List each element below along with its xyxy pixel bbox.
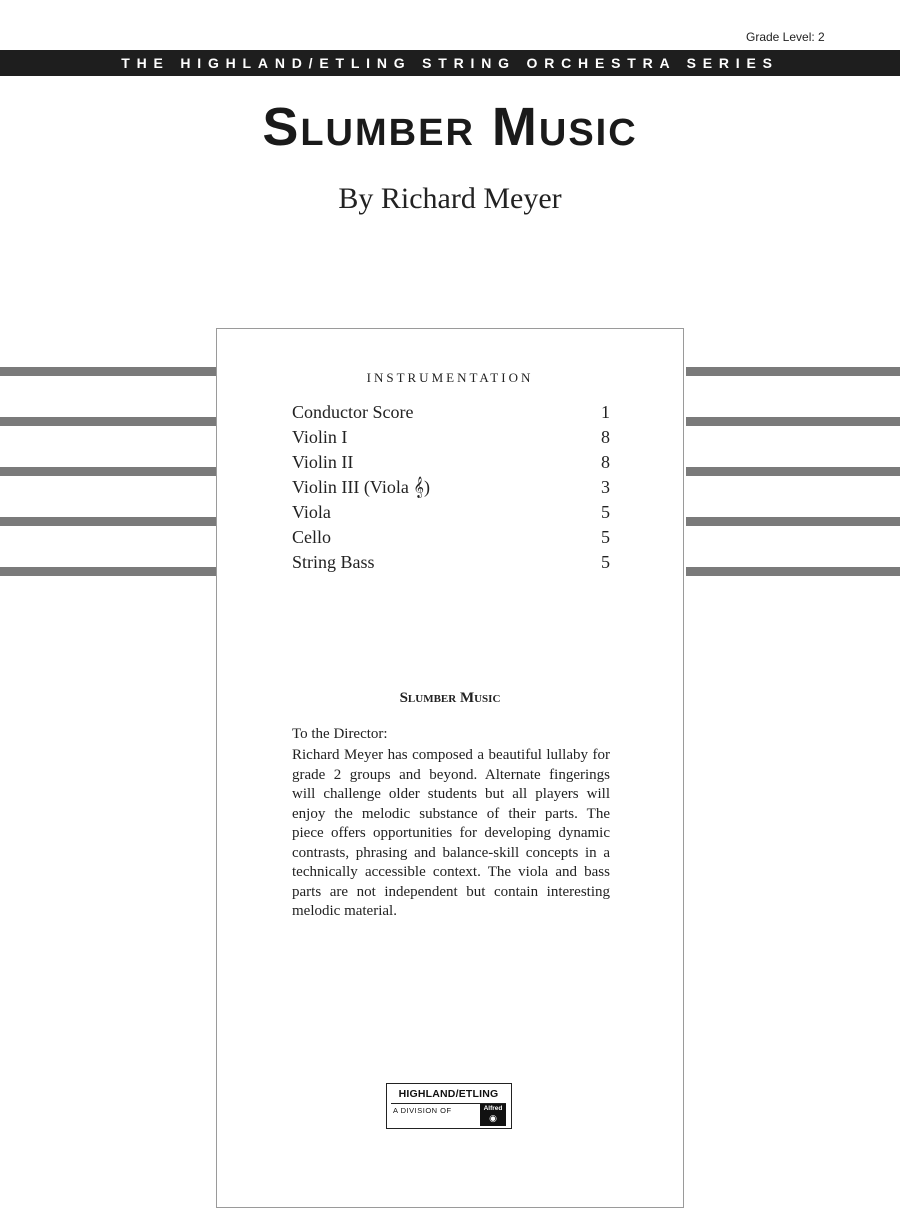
notes-line: melodic material. xyxy=(292,903,397,919)
instrumentation-list xyxy=(292,400,610,575)
alfred-wordmark: Alfred xyxy=(483,1105,503,1112)
notes-line: technically accessible context. The viola and bass xyxy=(292,864,610,880)
notes-line: piece offers opportunities for developing dynamic xyxy=(292,825,610,841)
notes-line: contrasts, phrasing and balance-skill concepts in a xyxy=(292,844,610,861)
instrument-name-text: Violin III (Viola xyxy=(292,477,414,497)
publisher-logo xyxy=(386,1083,512,1129)
instrument-row xyxy=(292,525,610,550)
instrument-count: 5 xyxy=(601,527,610,547)
notes-line: will challenge older students but all players will xyxy=(292,786,610,802)
instrument-count: 5 xyxy=(601,502,610,522)
grade-level: Grade Level: 2 xyxy=(746,30,825,44)
instrument-name: Violin I xyxy=(292,427,348,447)
instrument-name: String Bass xyxy=(292,552,375,572)
instrument-row xyxy=(292,475,610,500)
instrument-count: 1 xyxy=(601,402,610,422)
instrument-count: 8 xyxy=(601,452,610,472)
instrument-name: Violin II xyxy=(292,452,354,472)
instrument-row xyxy=(292,400,610,425)
page-title: Slumber Music xyxy=(262,97,638,157)
instrument-name-close: ) xyxy=(423,477,430,497)
instrument-count: 8 xyxy=(601,427,610,447)
alfred-logo-icon xyxy=(480,1104,506,1126)
staff-line-left-3 xyxy=(0,467,216,476)
staff-line-right-1 xyxy=(686,367,900,376)
notes-line: grade 2 groups and beyond. Alternate fingerings xyxy=(292,766,610,783)
staff-line-left-4 xyxy=(0,517,216,526)
instrument-name: Cello xyxy=(292,527,331,547)
composer-credit: By Richard Meyer xyxy=(338,182,562,215)
notes-line: parts are not independent but contain interesting xyxy=(292,883,610,900)
series-banner: THE HIGHLAND/ETLING STRING ORCHESTRA SERIES xyxy=(0,50,900,76)
notes-line: Richard Meyer has composed a beautiful lullaby for xyxy=(292,747,610,763)
notes-title: Slumber Music xyxy=(399,690,501,706)
instrument-row xyxy=(292,450,610,475)
staff-line-left-1 xyxy=(0,367,216,376)
publisher-division: A DIVISION OF xyxy=(393,1106,452,1115)
instrument-name: Conductor Score xyxy=(292,402,414,422)
notes-line: enjoy the melodic substance of their parts. The xyxy=(292,805,610,822)
instrument-row xyxy=(292,425,610,450)
instrument-count: 3 xyxy=(601,477,610,497)
notes-salutation: To the Director: xyxy=(292,726,388,742)
staff-line-right-3 xyxy=(686,467,900,476)
alfred-mark-icon: ◉ xyxy=(489,1114,497,1124)
instrument-name: Viola xyxy=(292,502,331,522)
publisher-name: HIGHLAND/ETLING xyxy=(398,1088,499,1100)
staff-line-right-2 xyxy=(686,417,900,426)
instrument-row xyxy=(292,500,610,525)
staff-line-left-5 xyxy=(0,567,216,576)
instrument-count: 5 xyxy=(601,552,610,572)
notes-body xyxy=(292,746,610,922)
instrument-name xyxy=(292,477,430,498)
staff-line-right-4 xyxy=(686,517,900,526)
staff-line-right-5 xyxy=(686,567,900,576)
instrument-row xyxy=(292,550,610,575)
instrumentation-heading: INSTRUMENTATION xyxy=(366,370,534,385)
treble-clef-icon: 𝄞 xyxy=(413,477,424,498)
staff-line-left-2 xyxy=(0,417,216,426)
